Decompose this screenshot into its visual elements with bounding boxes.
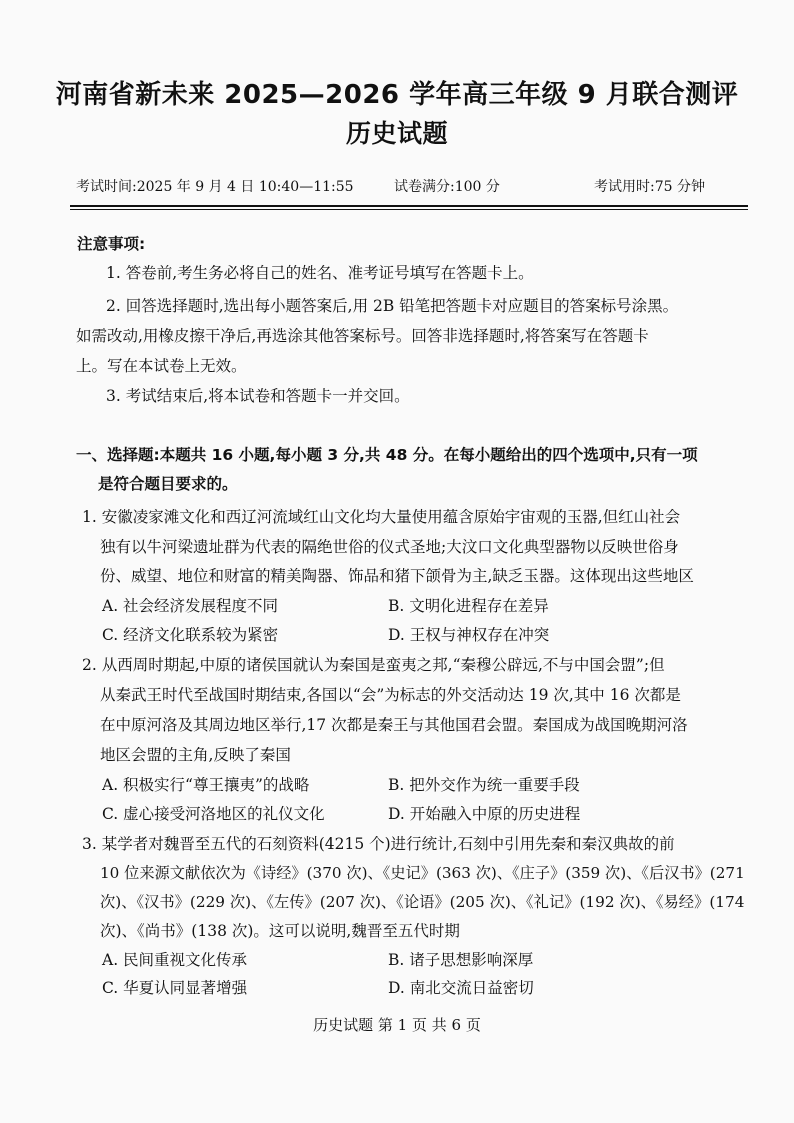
q1-option-d: D. 王权与神权存在冲突 (388, 626, 550, 644)
section-heading-cont: 是符合题目要求的。 (98, 475, 238, 493)
question-1-line: 份、威望、地位和财富的精美陶器、饰品和猪下颌骨为主,缺乏玉器。这体现出这些地区 (100, 567, 694, 585)
notes-heading: 注意事项: (77, 235, 146, 253)
note-line: 2. 回答选择题时,选出每小题答案后,用 2B 铅笔把答题卡对应题目的答案标号涂黑。 (106, 297, 679, 315)
q1-option-b: B. 文明化进程存在差异 (388, 597, 549, 615)
exam-duration: 考试用时:75 分钟 (594, 179, 705, 195)
q3-option-c: C. 华夏认同显著增强 (102, 979, 248, 997)
q2-option-c: C. 虚心接受河洛地区的礼仪文化 (102, 805, 325, 823)
question-3-line: 次)、《汉书》(229 次)、《左传》(207 次)、《论语》(205 次)、《礼记》(192 次)、《易经》(174 (100, 893, 745, 911)
question-3-line: 次)、《尚书》(138 次)。这可以说明,魏晋至五代时期 (100, 922, 460, 940)
question-1-line: 独有以牛河梁遗址群为代表的隔绝世俗的仪式圣地;大汶口文化典型器物以反映世俗身 (100, 538, 679, 556)
q3-option-b: B. 诸子思想影响深厚 (388, 951, 534, 969)
question-2-line: 地区会盟的主角,反映了秦国 (100, 746, 291, 764)
question-2-line: 在中原河洛及其周边地区举行,17 次都是秦王与其他国君会盟。秦国成为战国晚期河洛 (100, 716, 688, 734)
question-1-line: 1. 安徽凌家滩文化和西辽河流域红山文化均大量使用蕴含原始宇宙观的玉器,但红山社会 (82, 508, 681, 526)
header-rule-thick (70, 205, 748, 207)
page-footer: 历史试题 第 1 页 共 6 页 (313, 1016, 481, 1034)
q3-option-d: D. 南北交流日益密切 (388, 979, 534, 997)
section-heading: 一、选择题:本题共 16 小题,每小题 3 分,共 48 分。在每小题给出的四个选项中,只有一项 (76, 446, 698, 464)
question-3-line: 10 位来源文献依次为《诗经》(370 次)、《史记》(363 次)、《庄子》(359 次)、《后汉书》(271 (100, 864, 745, 882)
exam-time: 考试时间:2025 年 9 月 4 日 10:40—11:55 (76, 179, 354, 195)
q3-option-a: A. 民间重视文化传承 (102, 951, 248, 969)
note-line: 如需改动,用橡皮擦干净后,再选涂其他答案标号。回答非选择题时,将答案写在答题卡 (76, 327, 649, 345)
q2-option-b: B. 把外交作为统一重要手段 (388, 776, 580, 794)
q2-option-d: D. 开始融入中原的历史进程 (388, 805, 581, 823)
subject-title: 历史试题 (345, 119, 448, 148)
exam-title: 河南省新未来 2025—2026 学年高三年级 9 月联合测评 (55, 80, 739, 110)
header-rule-thin (70, 209, 748, 210)
q2-option-a: A. 积极实行“尊王攘夷”的战略 (102, 776, 310, 794)
full-score: 试卷满分:100 分 (394, 179, 500, 195)
q1-option-c: C. 经济文化联系较为紧密 (102, 626, 279, 644)
q1-option-a: A. 社会经济发展程度不同 (102, 597, 279, 615)
note-line: 上。写在本试卷上无效。 (76, 357, 247, 375)
question-2-line: 从秦武王时代至战国时期结束,各国以“会”为标志的外交活动达 19 次,其中 16 次都是 (100, 686, 681, 704)
question-3-line: 3. 某学者对魏晋至五代的石刻资料(4215 个)进行统计,石刻中引用先秦和秦汉典故的前 (82, 835, 675, 853)
note-line: 3. 考试结束后,将本试卷和答题卡一并交回。 (106, 387, 410, 405)
question-2-line: 2. 从西周时期起,中原的诸侯国就认为秦国是蛮夷之邦,“秦穆公辟远,不与中国会盟”;但 (82, 656, 665, 674)
note-line: 1. 答卷前,考生务必将自己的姓名、准考证号填写在答题卡上。 (106, 264, 534, 282)
